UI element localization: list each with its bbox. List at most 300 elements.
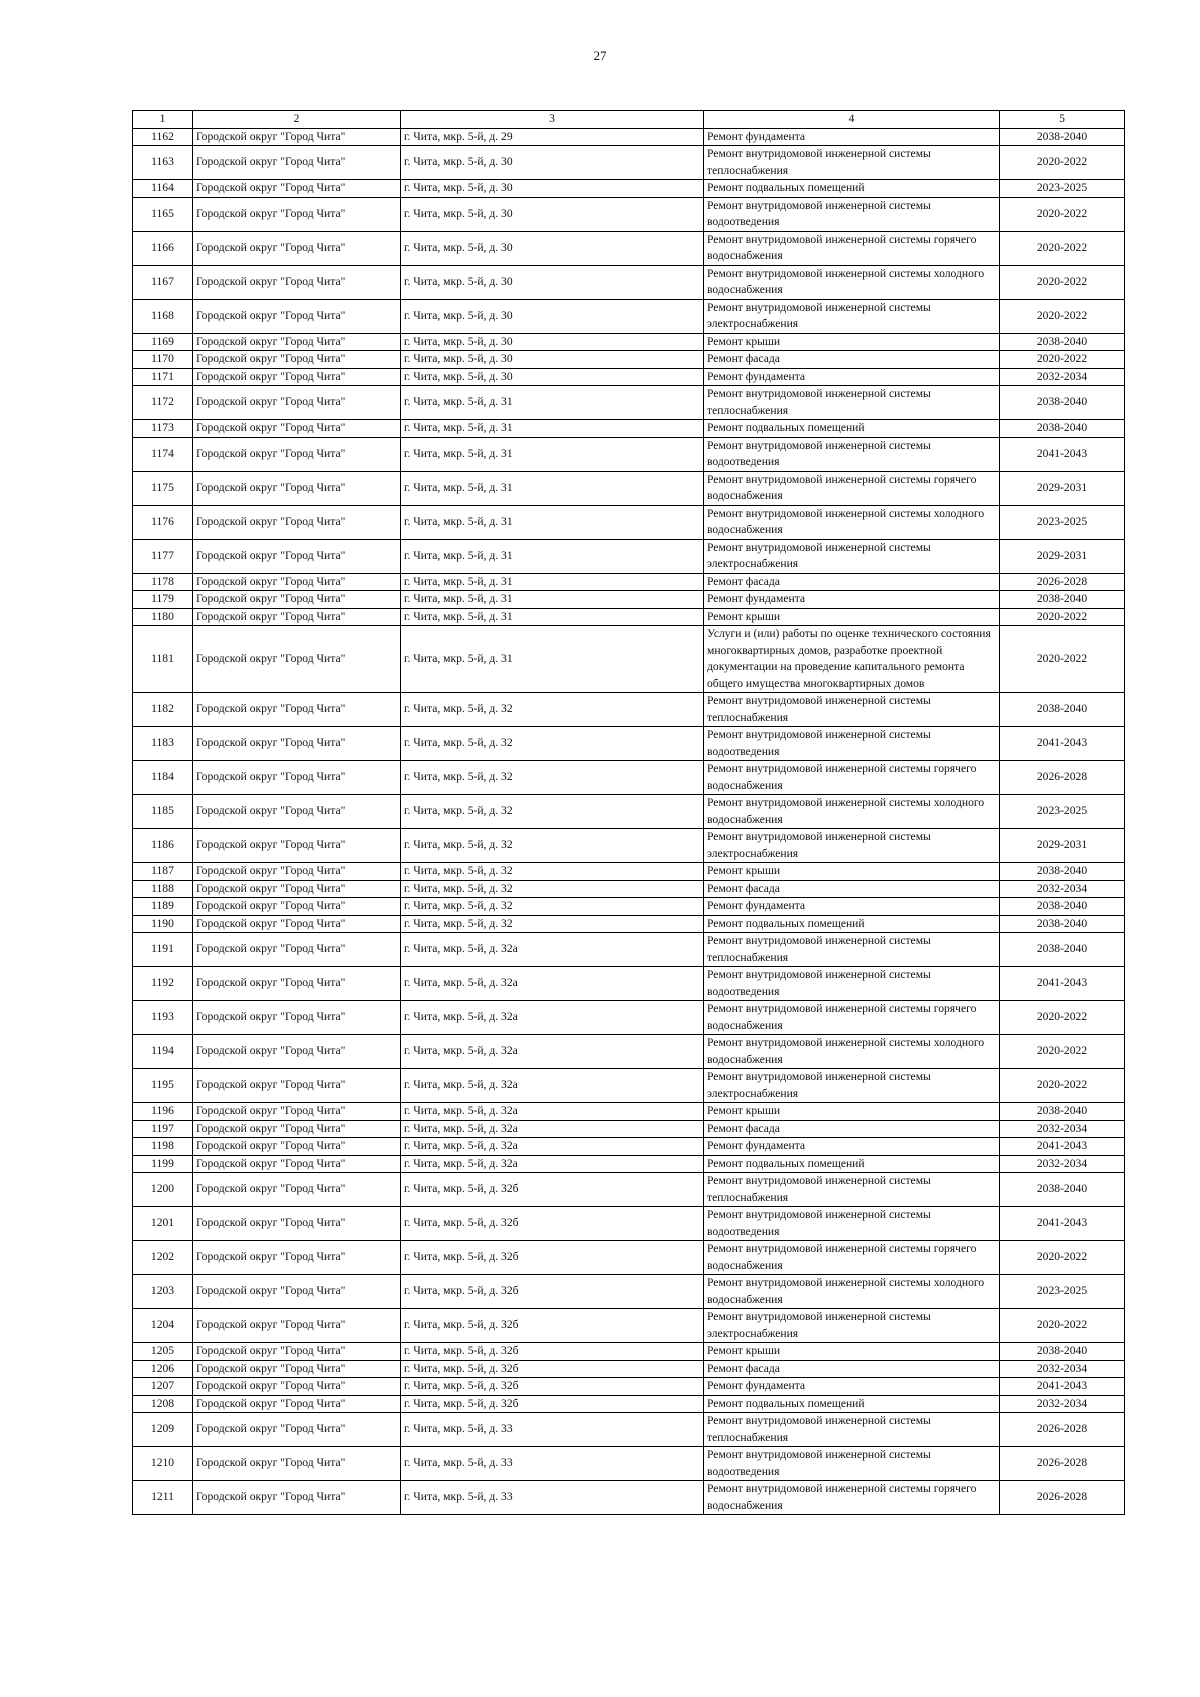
row-number-cell: 1211 [133, 1481, 193, 1515]
work-type-cell: Ремонт внутридомовой инженерной системы холодного водоснабжения [704, 1275, 1000, 1309]
work-type-cell: Ремонт подвальных помещений [704, 915, 1000, 933]
row-number-cell: 1195 [133, 1069, 193, 1103]
period-cell: 2038-2040 [1000, 1173, 1125, 1207]
table-body [133, 128, 1125, 1515]
row-number-cell: 1167 [133, 265, 193, 299]
municipality-cell: Городской округ "Город Чита" [193, 915, 401, 933]
work-type-cell: Ремонт внутридомовой инженерной системы холодного водоснабжения [704, 265, 1000, 299]
row-number-cell: 1200 [133, 1173, 193, 1207]
period-cell: 2023-2025 [1000, 180, 1125, 198]
period-cell: 2020-2022 [1000, 299, 1125, 333]
address-cell: г. Чита, мкр. 5-й, д. 32а [401, 1155, 704, 1173]
municipality-cell: Городской округ "Город Чита" [193, 1001, 401, 1035]
row-number-cell: 1204 [133, 1309, 193, 1343]
municipality-cell: Городской округ "Город Чита" [193, 1207, 401, 1241]
period-cell: 2020-2022 [1000, 146, 1125, 180]
table-row [133, 368, 1125, 386]
work-type-cell: Ремонт внутридомовой инженерной системы электроснабжения [704, 1309, 1000, 1343]
municipality-cell: Городской округ "Город Чита" [193, 898, 401, 916]
table-row [133, 231, 1125, 265]
address-cell: г. Чита, мкр. 5-й, д. 32б [401, 1343, 704, 1361]
municipality-cell: Городской округ "Город Чита" [193, 1309, 401, 1343]
municipality-cell: Городской округ "Город Чита" [193, 693, 401, 727]
row-number-cell: 1185 [133, 795, 193, 829]
municipality-cell: Городской округ "Город Чита" [193, 1173, 401, 1207]
period-cell: 2023-2025 [1000, 505, 1125, 539]
municipality-cell: Городской округ "Город Чита" [193, 1120, 401, 1138]
municipality-cell: Городской округ "Город Чита" [193, 386, 401, 420]
table-row [133, 351, 1125, 369]
row-number-cell: 1206 [133, 1360, 193, 1378]
municipality-cell: Городской округ "Город Чита" [193, 626, 401, 693]
address-cell: г. Чита, мкр. 5-й, д. 32а [401, 1120, 704, 1138]
address-cell: г. Чита, мкр. 5-й, д. 31 [401, 608, 704, 626]
period-cell: 2026-2028 [1000, 1413, 1125, 1447]
table-row [133, 898, 1125, 916]
row-number-cell: 1170 [133, 351, 193, 369]
address-cell: г. Чита, мкр. 5-й, д. 30 [401, 146, 704, 180]
municipality-cell: Городской округ "Город Чита" [193, 351, 401, 369]
row-number-cell: 1209 [133, 1413, 193, 1447]
work-type-cell: Ремонт крыши [704, 1103, 1000, 1121]
address-cell: г. Чита, мкр. 5-й, д. 32 [401, 829, 704, 863]
table-row [133, 505, 1125, 539]
municipality-cell: Городской округ "Город Чита" [193, 1103, 401, 1121]
row-number-cell: 1186 [133, 829, 193, 863]
address-cell: г. Чита, мкр. 5-й, д. 32 [401, 727, 704, 761]
municipality-cell: Городской округ "Город Чита" [193, 1447, 401, 1481]
work-type-cell: Ремонт фасада [704, 1120, 1000, 1138]
table-row [133, 180, 1125, 198]
period-cell: 2041-2043 [1000, 1207, 1125, 1241]
table-row [133, 933, 1125, 967]
row-number-cell: 1173 [133, 420, 193, 438]
period-cell: 2038-2040 [1000, 1343, 1125, 1361]
address-cell: г. Чита, мкр. 5-й, д. 31 [401, 573, 704, 591]
work-type-cell: Ремонт фасада [704, 1360, 1000, 1378]
period-cell: 2038-2040 [1000, 386, 1125, 420]
row-number-cell: 1189 [133, 898, 193, 916]
address-cell: г. Чита, мкр. 5-й, д. 31 [401, 626, 704, 693]
work-type-cell: Ремонт внутридомовой инженерной системы теплоснабжения [704, 1413, 1000, 1447]
work-type-cell: Ремонт крыши [704, 608, 1000, 626]
period-cell: 2020-2022 [1000, 1035, 1125, 1069]
row-number-cell: 1202 [133, 1241, 193, 1275]
municipality-cell: Городской округ "Город Чита" [193, 265, 401, 299]
table-row [133, 880, 1125, 898]
table-row [133, 1413, 1125, 1447]
row-number-cell: 1163 [133, 146, 193, 180]
work-type-cell: Ремонт внутридомовой инженерной системы водоотведения [704, 437, 1000, 471]
row-number-cell: 1207 [133, 1378, 193, 1396]
period-cell: 2026-2028 [1000, 1481, 1125, 1515]
period-cell: 2041-2043 [1000, 727, 1125, 761]
address-cell: г. Чита, мкр. 5-й, д. 30 [401, 368, 704, 386]
municipality-cell: Городской округ "Город Чита" [193, 180, 401, 198]
table-row [133, 761, 1125, 795]
work-type-cell: Услуги и (или) работы по оценке технического состояния многоквартирных домов, разработке проектной документации на проведение капитального ремонта общего имущества многоквартирных домов [704, 626, 1000, 693]
municipality-cell: Городской округ "Город Чита" [193, 1343, 401, 1361]
row-number-cell: 1208 [133, 1395, 193, 1413]
address-cell: г. Чита, мкр. 5-й, д. 32а [401, 933, 704, 967]
work-type-cell: Ремонт внутридомовой инженерной системы теплоснабжения [704, 933, 1000, 967]
table-row [133, 299, 1125, 333]
work-type-cell: Ремонт внутридомовой инженерной системы водоотведения [704, 1207, 1000, 1241]
address-cell: г. Чита, мкр. 5-й, д. 32 [401, 693, 704, 727]
row-number-cell: 1194 [133, 1035, 193, 1069]
work-type-cell: Ремонт внутридомовой инженерной системы теплоснабжения [704, 1173, 1000, 1207]
municipality-cell: Городской округ "Город Чита" [193, 368, 401, 386]
address-cell: г. Чита, мкр. 5-й, д. 32б [401, 1207, 704, 1241]
row-number-cell: 1196 [133, 1103, 193, 1121]
period-cell: 2029-2031 [1000, 829, 1125, 863]
table-row [133, 863, 1125, 881]
period-cell: 2032-2034 [1000, 1155, 1125, 1173]
table-row [133, 727, 1125, 761]
table-row [133, 1173, 1125, 1207]
table-row [133, 626, 1125, 693]
address-cell: г. Чита, мкр. 5-й, д. 32 [401, 898, 704, 916]
row-number-cell: 1178 [133, 573, 193, 591]
row-number-cell: 1203 [133, 1275, 193, 1309]
work-type-cell: Ремонт внутридомовой инженерной системы электроснабжения [704, 1069, 1000, 1103]
period-cell: 2029-2031 [1000, 471, 1125, 505]
column-header: 4 [704, 111, 1000, 129]
row-number-cell: 1176 [133, 505, 193, 539]
address-cell: г. Чита, мкр. 5-й, д. 30 [401, 231, 704, 265]
row-number-cell: 1199 [133, 1155, 193, 1173]
municipality-cell: Городской округ "Город Чита" [193, 231, 401, 265]
municipality-cell: Городской округ "Город Чита" [193, 591, 401, 609]
table-row [133, 1155, 1125, 1173]
address-cell: г. Чита, мкр. 5-й, д. 32а [401, 1138, 704, 1156]
period-cell: 2020-2022 [1000, 1069, 1125, 1103]
row-number-cell: 1182 [133, 693, 193, 727]
table-row [133, 333, 1125, 351]
period-cell: 2032-2034 [1000, 880, 1125, 898]
row-number-cell: 1187 [133, 863, 193, 881]
work-type-cell: Ремонт подвальных помещений [704, 1395, 1000, 1413]
address-cell: г. Чита, мкр. 5-й, д. 32 [401, 880, 704, 898]
work-type-cell: Ремонт внутридомовой инженерной системы водоотведения [704, 727, 1000, 761]
period-cell: 2020-2022 [1000, 1001, 1125, 1035]
work-type-cell: Ремонт внутридомовой инженерной системы горячего водоснабжения [704, 1241, 1000, 1275]
work-type-cell: Ремонт внутридомовой инженерной системы холодного водоснабжения [704, 505, 1000, 539]
table-row [133, 573, 1125, 591]
period-cell: 2020-2022 [1000, 608, 1125, 626]
table-row [133, 693, 1125, 727]
period-cell: 2020-2022 [1000, 626, 1125, 693]
address-cell: г. Чита, мкр. 5-й, д. 32б [401, 1395, 704, 1413]
work-type-cell: Ремонт крыши [704, 333, 1000, 351]
period-cell: 2041-2043 [1000, 1138, 1125, 1156]
municipality-cell: Городской округ "Город Чита" [193, 299, 401, 333]
address-cell: г. Чита, мкр. 5-й, д. 32а [401, 967, 704, 1001]
work-type-cell: Ремонт внутридомовой инженерной системы теплоснабжения [704, 146, 1000, 180]
work-type-cell: Ремонт внутридомовой инженерной системы холодного водоснабжения [704, 795, 1000, 829]
municipality-cell: Городской округ "Город Чита" [193, 880, 401, 898]
table-row [133, 1241, 1125, 1275]
municipality-cell: Городской округ "Город Чита" [193, 933, 401, 967]
address-cell: г. Чита, мкр. 5-й, д. 31 [401, 437, 704, 471]
row-number-cell: 1168 [133, 299, 193, 333]
table-row [133, 1481, 1125, 1515]
address-cell: г. Чита, мкр. 5-й, д. 32а [401, 1001, 704, 1035]
row-number-cell: 1180 [133, 608, 193, 626]
row-number-cell: 1164 [133, 180, 193, 198]
period-cell: 2038-2040 [1000, 693, 1125, 727]
address-cell: г. Чита, мкр. 5-й, д. 30 [401, 197, 704, 231]
municipality-cell: Городской округ "Город Чита" [193, 197, 401, 231]
period-cell: 2020-2022 [1000, 197, 1125, 231]
row-number-cell: 1183 [133, 727, 193, 761]
address-cell: г. Чита, мкр. 5-й, д. 31 [401, 591, 704, 609]
table-row [133, 1378, 1125, 1396]
municipality-cell: Городской округ "Город Чита" [193, 863, 401, 881]
period-cell: 2026-2028 [1000, 761, 1125, 795]
row-number-cell: 1177 [133, 539, 193, 573]
table-row [133, 1447, 1125, 1481]
period-cell: 2038-2040 [1000, 1103, 1125, 1121]
address-cell: г. Чита, мкр. 5-й, д. 32б [401, 1378, 704, 1396]
municipality-cell: Городской округ "Город Чита" [193, 420, 401, 438]
address-cell: г. Чита, мкр. 5-й, д. 31 [401, 505, 704, 539]
work-type-cell: Ремонт внутридомовой инженерной системы теплоснабжения [704, 693, 1000, 727]
address-cell: г. Чита, мкр. 5-й, д. 32 [401, 761, 704, 795]
period-cell: 2020-2022 [1000, 231, 1125, 265]
work-type-cell: Ремонт внутридомовой инженерной системы электроснабжения [704, 299, 1000, 333]
period-cell: 2029-2031 [1000, 539, 1125, 573]
address-cell: г. Чита, мкр. 5-й, д. 31 [401, 539, 704, 573]
address-cell: г. Чита, мкр. 5-й, д. 32а [401, 1035, 704, 1069]
table-row [133, 1395, 1125, 1413]
period-cell: 2038-2040 [1000, 420, 1125, 438]
table-row [133, 591, 1125, 609]
work-type-cell: Ремонт фасада [704, 351, 1000, 369]
table-row [133, 471, 1125, 505]
work-type-cell: Ремонт фундамента [704, 1138, 1000, 1156]
address-cell: г. Чита, мкр. 5-й, д. 30 [401, 180, 704, 198]
table-row [133, 915, 1125, 933]
table-row [133, 1069, 1125, 1103]
municipality-cell: Городской округ "Город Чита" [193, 1413, 401, 1447]
municipality-cell: Городской округ "Город Чита" [193, 1275, 401, 1309]
work-type-cell: Ремонт внутридомовой инженерной системы водоотведения [704, 967, 1000, 1001]
address-cell: г. Чита, мкр. 5-й, д. 32б [401, 1309, 704, 1343]
table-row [133, 386, 1125, 420]
row-number-cell: 1210 [133, 1447, 193, 1481]
row-number-cell: 1197 [133, 1120, 193, 1138]
table-row [133, 1275, 1125, 1309]
table-row [133, 1120, 1125, 1138]
work-type-cell: Ремонт внутридомовой инженерной системы электроснабжения [704, 539, 1000, 573]
address-cell: г. Чита, мкр. 5-й, д. 31 [401, 420, 704, 438]
address-cell: г. Чита, мкр. 5-й, д. 32 [401, 863, 704, 881]
period-cell: 2023-2025 [1000, 795, 1125, 829]
work-type-cell: Ремонт подвальных помещений [704, 420, 1000, 438]
municipality-cell: Городской округ "Город Чита" [193, 1069, 401, 1103]
period-cell: 2020-2022 [1000, 351, 1125, 369]
row-number-cell: 1181 [133, 626, 193, 693]
column-header: 5 [1000, 111, 1125, 129]
row-number-cell: 1184 [133, 761, 193, 795]
period-cell: 2041-2043 [1000, 1378, 1125, 1396]
table-row [133, 539, 1125, 573]
row-number-cell: 1198 [133, 1138, 193, 1156]
municipality-cell: Городской округ "Город Чита" [193, 1155, 401, 1173]
table-row [133, 1360, 1125, 1378]
address-cell: г. Чита, мкр. 5-й, д. 33 [401, 1481, 704, 1515]
period-cell: 2041-2043 [1000, 437, 1125, 471]
period-cell: 2038-2040 [1000, 915, 1125, 933]
row-number-cell: 1191 [133, 933, 193, 967]
page-number: 27 [593, 48, 607, 63]
municipality-cell: Городской округ "Город Чита" [193, 1481, 401, 1515]
municipality-cell: Городской округ "Город Чита" [193, 967, 401, 1001]
period-cell: 2041-2043 [1000, 967, 1125, 1001]
municipality-cell: Городской округ "Город Чита" [193, 1241, 401, 1275]
period-cell: 2038-2040 [1000, 863, 1125, 881]
municipality-cell: Городской округ "Город Чита" [193, 727, 401, 761]
municipality-cell: Городской округ "Город Чита" [193, 505, 401, 539]
table-row [133, 1207, 1125, 1241]
row-number-cell: 1190 [133, 915, 193, 933]
work-type-cell: Ремонт внутридомовой инженерной системы водоотведения [704, 197, 1000, 231]
work-type-cell: Ремонт внутридомовой инженерной системы горячего водоснабжения [704, 231, 1000, 265]
period-cell: 2038-2040 [1000, 898, 1125, 916]
row-number-cell: 1174 [133, 437, 193, 471]
work-type-cell: Ремонт подвальных помещений [704, 180, 1000, 198]
table-row [133, 128, 1125, 146]
period-cell: 2026-2028 [1000, 1447, 1125, 1481]
address-cell: г. Чита, мкр. 5-й, д. 32б [401, 1173, 704, 1207]
period-cell: 2032-2034 [1000, 1120, 1125, 1138]
work-type-cell: Ремонт крыши [704, 1343, 1000, 1361]
municipality-cell: Городской округ "Город Чита" [193, 333, 401, 351]
table-row [133, 420, 1125, 438]
municipality-cell: Городской округ "Город Чита" [193, 1378, 401, 1396]
table-row [133, 265, 1125, 299]
municipality-cell: Городской округ "Город Чита" [193, 128, 401, 146]
address-cell: г. Чита, мкр. 5-й, д. 32 [401, 795, 704, 829]
address-cell: г. Чита, мкр. 5-й, д. 31 [401, 386, 704, 420]
address-cell: г. Чита, мкр. 5-й, д. 30 [401, 333, 704, 351]
municipality-cell: Городской округ "Город Чита" [193, 1360, 401, 1378]
address-cell: г. Чита, мкр. 5-й, д. 32б [401, 1241, 704, 1275]
address-cell: г. Чита, мкр. 5-й, д. 31 [401, 471, 704, 505]
table-row [133, 1001, 1125, 1035]
row-number-cell: 1188 [133, 880, 193, 898]
table-row [133, 1309, 1125, 1343]
period-cell: 2032-2034 [1000, 1395, 1125, 1413]
row-number-cell: 1162 [133, 128, 193, 146]
work-type-cell: Ремонт внутридомовой инженерной системы электроснабжения [704, 829, 1000, 863]
period-cell: 2038-2040 [1000, 591, 1125, 609]
work-type-cell: Ремонт внутридомовой инженерной системы водоотведения [704, 1447, 1000, 1481]
municipality-cell: Городской округ "Город Чита" [193, 471, 401, 505]
row-number-cell: 1192 [133, 967, 193, 1001]
row-number-cell: 1171 [133, 368, 193, 386]
row-number-cell: 1179 [133, 591, 193, 609]
period-cell: 2026-2028 [1000, 573, 1125, 591]
municipality-cell: Городской округ "Город Чита" [193, 146, 401, 180]
table-row [133, 1035, 1125, 1069]
municipality-cell: Городской округ "Город Чита" [193, 1035, 401, 1069]
work-type-cell: Ремонт внутридомовой инженерной системы горячего водоснабжения [704, 471, 1000, 505]
address-cell: г. Чита, мкр. 5-й, д. 33 [401, 1413, 704, 1447]
municipality-cell: Городской округ "Город Чита" [193, 1138, 401, 1156]
table-row [133, 437, 1125, 471]
table-row [133, 608, 1125, 626]
address-cell: г. Чита, мкр. 5-й, д. 32а [401, 1069, 704, 1103]
work-type-cell: Ремонт подвальных помещений [704, 1155, 1000, 1173]
address-cell: г. Чита, мкр. 5-й, д. 32 [401, 915, 704, 933]
address-cell: г. Чита, мкр. 5-й, д. 29 [401, 128, 704, 146]
municipality-cell: Городской округ "Город Чита" [193, 539, 401, 573]
address-cell: г. Чита, мкр. 5-й, д. 32б [401, 1360, 704, 1378]
column-header: 3 [401, 111, 704, 129]
table-row [133, 1103, 1125, 1121]
row-number-cell: 1172 [133, 386, 193, 420]
table-row [133, 829, 1125, 863]
municipality-cell: Городской округ "Город Чита" [193, 795, 401, 829]
table-row [133, 967, 1125, 1001]
work-type-cell: Ремонт фасада [704, 880, 1000, 898]
work-type-cell: Ремонт внутридомовой инженерной системы горячего водоснабжения [704, 761, 1000, 795]
period-cell: 2020-2022 [1000, 265, 1125, 299]
period-cell: 2038-2040 [1000, 128, 1125, 146]
work-type-cell: Ремонт фундамента [704, 128, 1000, 146]
period-cell: 2020-2022 [1000, 1309, 1125, 1343]
municipality-cell: Городской округ "Город Чита" [193, 437, 401, 471]
row-number-cell: 1169 [133, 333, 193, 351]
address-cell: г. Чита, мкр. 5-й, д. 32б [401, 1275, 704, 1309]
address-cell: г. Чита, мкр. 5-й, д. 32а [401, 1103, 704, 1121]
table-row [133, 197, 1125, 231]
address-cell: г. Чита, мкр. 5-й, д. 30 [401, 299, 704, 333]
column-header: 2 [193, 111, 401, 129]
address-cell: г. Чита, мкр. 5-й, д. 33 [401, 1447, 704, 1481]
period-cell: 2020-2022 [1000, 1241, 1125, 1275]
work-type-cell: Ремонт фундамента [704, 591, 1000, 609]
period-cell: 2023-2025 [1000, 1275, 1125, 1309]
table-row [133, 795, 1125, 829]
municipality-cell: Городской округ "Город Чита" [193, 573, 401, 591]
table-row [133, 1343, 1125, 1361]
table-row [133, 146, 1125, 180]
work-type-cell: Ремонт внутридомовой инженерной системы теплоснабжения [704, 386, 1000, 420]
table-header-row [133, 111, 1125, 129]
address-cell: г. Чита, мкр. 5-й, д. 30 [401, 351, 704, 369]
municipality-cell: Городской округ "Город Чита" [193, 761, 401, 795]
row-number-cell: 1165 [133, 197, 193, 231]
row-number-cell: 1166 [133, 231, 193, 265]
work-type-cell: Ремонт фасада [704, 573, 1000, 591]
row-number-cell: 1205 [133, 1343, 193, 1361]
row-number-cell: 1201 [133, 1207, 193, 1241]
municipality-cell: Городской округ "Город Чита" [193, 829, 401, 863]
municipality-cell: Городской округ "Город Чита" [193, 1395, 401, 1413]
work-type-cell: Ремонт крыши [704, 863, 1000, 881]
address-cell: г. Чита, мкр. 5-й, д. 30 [401, 265, 704, 299]
period-cell: 2038-2040 [1000, 933, 1125, 967]
work-type-cell: Ремонт внутридомовой инженерной системы холодного водоснабжения [704, 1035, 1000, 1069]
period-cell: 2032-2034 [1000, 1360, 1125, 1378]
repair-schedule-table [132, 110, 1125, 1515]
period-cell: 2032-2034 [1000, 368, 1125, 386]
work-type-cell: Ремонт внутридомовой инженерной системы горячего водоснабжения [704, 1001, 1000, 1035]
municipality-cell: Городской округ "Город Чита" [193, 608, 401, 626]
